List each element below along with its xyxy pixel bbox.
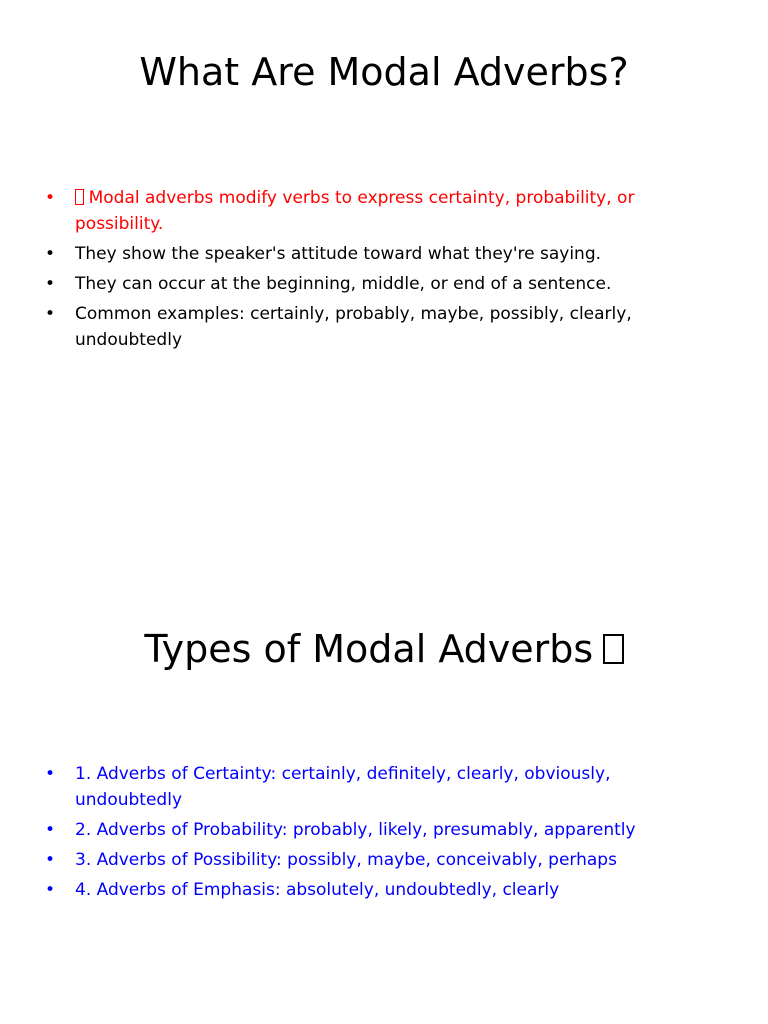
bullet-dot-icon: • xyxy=(45,820,56,840)
bullet-dot-icon: • xyxy=(45,244,56,264)
slide-2-bullet-1 xyxy=(0,761,655,813)
slide-2-bullet-2-text: 2. Adverbs of Probability: probably, likely, presumably, apparently xyxy=(75,820,636,840)
missing-glyph-icon xyxy=(75,189,84,204)
slide-2-bullet-2 xyxy=(0,817,655,843)
slide-2 xyxy=(0,576,768,1024)
missing-glyph-icon xyxy=(603,634,624,664)
slide-2-bullet-4-text: 4. Adverbs of Emphasis: absolutely, undoubtedly, clearly xyxy=(75,880,560,900)
slide-1-bullet-4 xyxy=(0,301,655,353)
slide-1-bullet-list xyxy=(0,185,655,357)
bullet-dot-icon: • xyxy=(45,304,56,324)
slide-1-title: What Are Modal Adverbs? xyxy=(139,50,629,94)
slide-2-bullet-4 xyxy=(0,877,655,903)
bullet-dot-icon: • xyxy=(45,880,56,900)
slide-1-bullet-3 xyxy=(0,271,655,297)
slide-1-bullet-2 xyxy=(0,241,655,267)
bullet-dot-icon: • xyxy=(45,274,56,294)
slide-1-bullet-3-text: They can occur at the beginning, middle, or end of a sentence. xyxy=(75,274,612,294)
slide-2-bullet-3-text: 3. Adverbs of Possibility: possibly, maybe, conceivably, perhaps xyxy=(75,850,617,870)
slide-2-bullet-3 xyxy=(0,847,655,873)
slide-2-bullet-1-text: 1. Adverbs of Certainty: certainly, definitely, clearly, obviously, undoubtedly xyxy=(75,764,611,810)
slide-2-title-text: Types of Modal Adverbs xyxy=(144,627,594,671)
slide-1-bullet-4-text: Common examples: certainly, probably, maybe, possibly, clearly, undoubtedly xyxy=(75,304,632,350)
slide-1-bullet-1-text: Modal adverbs modify verbs to express certainty, probability, or possibility. xyxy=(75,188,635,234)
slide-1-bullet-1 xyxy=(0,185,655,237)
bullet-dot-icon: • xyxy=(45,764,56,784)
bullet-dot-icon: • xyxy=(45,850,56,870)
bullet-dot-icon: • xyxy=(45,188,56,208)
slide-2-bullet-list xyxy=(0,761,655,907)
slide-1-bullet-2-text: They show the speaker's attitude toward what they're saying. xyxy=(75,244,602,264)
slide-2-title xyxy=(0,627,768,673)
